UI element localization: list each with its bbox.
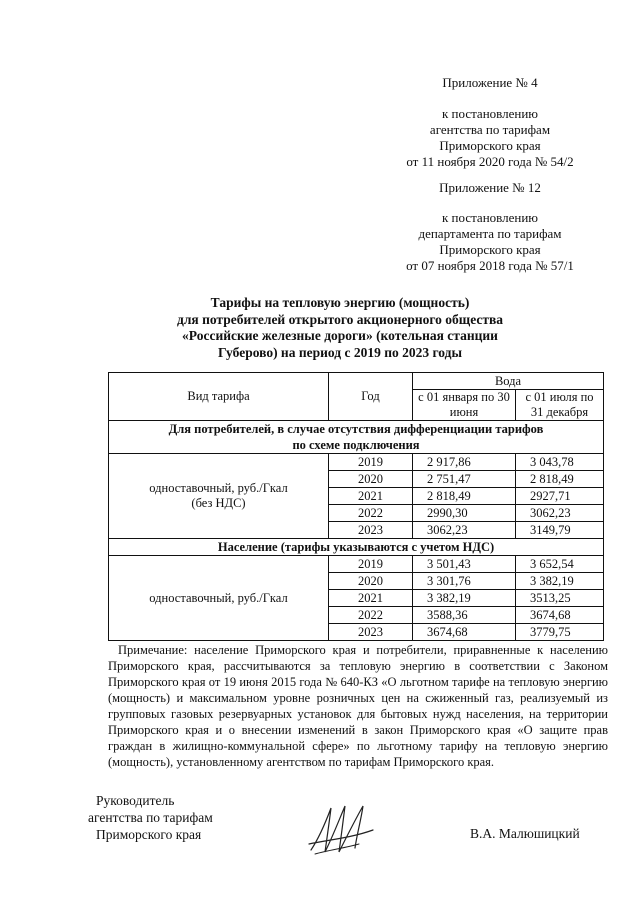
header-water: Вода [413,373,604,390]
value-cell: 3062,23 [413,522,516,539]
year-cell: 2021 [329,488,413,505]
value-cell: 2 818,49 [516,471,604,488]
year-cell: 2023 [329,522,413,539]
section1-tariff-line1: одноставочный, руб./Гкал [149,481,288,495]
value-cell: 2 751,47 [413,471,516,488]
annex4-line: к постановлению [441,106,539,121]
year-cell: 2019 [329,556,413,573]
section1-tariff-line2: (без НДС) [191,496,246,510]
table-row [109,454,604,471]
year-cell: 2020 [329,471,413,488]
value-cell: 2 818,49 [413,488,516,505]
year-cell: 2020 [329,573,413,590]
header-period1: с 01 января по 30 июня [413,390,516,421]
annex12-line: к постановлению [441,210,539,225]
value-cell: 2927,71 [516,488,604,505]
title-line: «Российские железные дороги» (котельная станции [182,328,498,343]
section1-title-line1: Для потребителей, в случае отсутствия дифференциации тарифов [168,422,544,436]
value-cell: 3 382,19 [516,573,604,590]
signatory-position [88,792,213,843]
value-cell: 3 382,19 [413,590,516,607]
header-tariff-type: Вид тарифа [109,373,329,421]
annex4-header [380,75,600,170]
value-cell: 3674,68 [413,624,516,641]
title-line: Губерово) на период с 2019 по 2023 годы [217,344,463,360]
annex12-line: департамента по тарифам [418,226,562,241]
value-cell: 3674,68 [516,607,604,624]
position-line: агентства по тарифам [88,810,213,825]
value-cell: 2990,30 [413,505,516,522]
section-title-row [109,421,604,454]
annex4-title: Приложение № 4 [442,75,538,90]
annex4-line: агентства по тарифам [429,122,551,137]
section2-title: Население (тарифы указываются с учетом НДС) [109,539,604,556]
value-cell: 3 301,76 [413,573,516,590]
signatory-name: В.А. Малюшицкий [470,826,580,841]
header-year: Год [329,373,413,421]
position-line: Приморского края [96,827,202,842]
tariff-table [108,372,604,641]
position-line: Руководитель [96,793,175,808]
value-cell: 3513,25 [516,590,604,607]
value-cell: 2 917,86 [413,454,516,471]
title-line: Тарифы на тепловую энергию (мощность) [210,295,470,310]
note-paragraph [108,642,608,770]
value-cell: 3588,36 [413,607,516,624]
value-cell: 3062,23 [516,505,604,522]
table-header-row [109,373,604,390]
table-row [109,556,604,573]
year-cell: 2021 [329,590,413,607]
annex12-title: Приложение № 12 [439,180,541,195]
handwritten-signature [305,800,385,860]
year-cell: 2019 [329,454,413,471]
value-cell: 3 043,78 [516,454,604,471]
header-period2: с 01 июля по 31 декабря [516,390,604,421]
year-cell: 2022 [329,505,413,522]
section1-title [109,421,604,454]
title-line: для потребителей открытого акционерного общества [176,311,504,327]
value-cell: 3149,79 [516,522,604,539]
section-title-row [109,539,604,556]
annex12-line: Приморского края [439,242,541,257]
section1-tariff-name [109,454,329,539]
section2-tariff-name: одноставочный, руб./Гкал [109,556,329,641]
annex12-line: от 07 ноября 2018 года № 57/1 [406,258,574,273]
section1-title-line2: по схеме подключения [292,438,420,452]
annex12-header [380,180,600,274]
annex4-line: Приморского края [439,138,541,153]
note-text: Примечание: население Приморского края и потребители, приравненные к населению Приморского края, рассчитываются за тепловую энергию в соответствии с Законом Приморского края от 19 июня 2015 года № 640-КЗ «О льготном тарифе на тепловую энергию (мощность) и максимальном уровне розничных цен на сжиженный газ, реализуемый из групповых газовых резервуарных установок для бытовых нужд населения, на территории Приморского края и о внесении изменений в закон Приморского края «О защите прав граждан в жилищно-коммунальной сфере» по льготному тарифу на тепловую энергию (мощность), установленному агентством по тарифам Приморского края. [108,643,608,769]
year-cell: 2022 [329,607,413,624]
value-cell: 3 652,54 [516,556,604,573]
annex4-line: от 11 ноября 2020 года № 54/2 [406,154,574,169]
year-cell: 2023 [329,624,413,641]
value-cell: 3779,75 [516,624,604,641]
document-title [140,295,540,361]
value-cell: 3 501,43 [413,556,516,573]
